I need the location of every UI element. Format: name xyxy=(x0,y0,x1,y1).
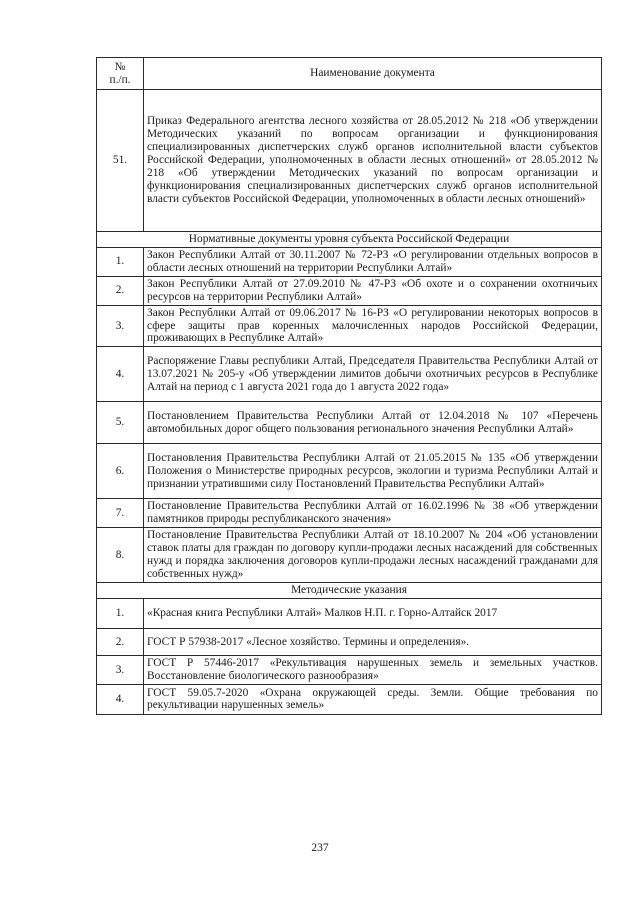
row-number: 51. xyxy=(97,90,144,232)
table-header-row xyxy=(97,58,602,90)
section-heading-row xyxy=(97,232,602,248)
document-name: Закон Республики Алтай от 09.06.2017 № 16-РЗ «О регулировании некоторых вопросов в сфере защиты прав коренных малочисленных народов Российской Федерации, проживающих в Республике Алтай» xyxy=(144,305,602,347)
row-number: 3. xyxy=(97,656,144,685)
row-number: 6. xyxy=(97,444,144,499)
section-heading-row xyxy=(97,583,602,599)
document-name: «Красная книга Республики Алтай» Малков Н.П. г. Горно-Алтайск 2017 xyxy=(144,599,602,629)
document-name: Постановления Правительства Республики Алтай от 21.05.2015 № 135 «Об утверждении Положения о Министерстве природных ресурсов, экологии и туризма Республики Алтай и признании утратившими силу Постановлений Правительства Республики Алтай» xyxy=(144,444,602,499)
section-heading: Нормативные документы уровня субъекта Российской Федерации xyxy=(97,232,602,248)
document-name: Постановление Правительства Республики Алтай от 18.10.2007 № 204 «Об установлении ставок платы для граждан по договору купли-продажи лесных насаждений для собственных нужд и порядка заключения договоров купли-продажи лесных насаждений гражданами для собственных нужд» xyxy=(144,528,602,583)
table-row xyxy=(97,444,602,499)
document-name: ГОСТ 59.05.7-2020 «Охрана окружающей среды. Земли. Общие требования по рекультивации нарушенных земель» xyxy=(144,684,602,714)
table-row xyxy=(97,684,602,714)
row-number: 2. xyxy=(97,276,144,305)
document-name: Закон Республики Алтай от 27.09.2010 № 47-РЗ «Об охоте и о сохранении охотничьих ресурсов на территории Республики Алтай» xyxy=(144,276,602,305)
document-name: Закон Республики Алтай от 30.11.2007 № 72-РЗ «О регулировании отдельных вопросов в области лесных отношений на территории Республики Алтай» xyxy=(144,248,602,277)
row-number: 4. xyxy=(97,347,144,402)
document-name: Постановление Правительства Республики Алтай от 16.02.1996 № 38 «Об утверждении памятников природы республиканского значения» xyxy=(144,499,602,528)
row-number: 3. xyxy=(97,305,144,347)
row-number: 1. xyxy=(97,248,144,277)
row-number: 2. xyxy=(97,629,144,656)
document-name: Приказ Федерального агентства лесного хозяйства от 28.05.2012 № 218 «Об утверждении Методических указаний по вопросам организации и функционирования специализированных диспетчерских служб органов исполнительной власти субъектов Российской Федерации, уполномоченных в области лесных отношений» от 28.05.2012 № 218 «Об утверждении Методических указаний по вопросам организации и функционирования специализированных диспетчерских служб органов исполнительной власти субъектов Российской Федерации, уполномоченных в области лесных отношений» xyxy=(144,90,602,232)
table-row xyxy=(97,402,602,444)
column-header-number-line1: № xyxy=(114,60,126,73)
column-header-document-name: Наименование документа xyxy=(144,58,602,90)
column-header-number xyxy=(97,58,144,90)
row-number: 7. xyxy=(97,499,144,528)
table-row xyxy=(97,347,602,402)
table-row xyxy=(97,629,602,656)
section-heading: Методические указания xyxy=(97,583,602,599)
table-row xyxy=(97,656,602,685)
table-row xyxy=(97,276,602,305)
table-row xyxy=(97,305,602,347)
table-row xyxy=(97,599,602,629)
document-name: ГОСТ Р 57446-2017 «Рекультивация нарушенных земель и земельных участков. Восстановление биологического разнообразия» xyxy=(144,656,602,685)
document-name: Постановлением Правительства Республики Алтай от 12.04.2018 № 107 «Перечень автомобильных дорог общего пользования регионального значения Республики Алтай» xyxy=(144,402,602,444)
row-number: 5. xyxy=(97,402,144,444)
document-name: ГОСТ Р 57938-2017 «Лесное хозяйство. Термины и определения». xyxy=(144,629,602,656)
column-header-number-line2: п./п. xyxy=(109,73,131,86)
table-row xyxy=(97,90,602,232)
table-body xyxy=(97,90,602,715)
table-row xyxy=(97,528,602,583)
table-row xyxy=(97,499,602,528)
row-number: 1. xyxy=(97,599,144,629)
page-number: 237 xyxy=(311,842,329,854)
table-row xyxy=(97,248,602,277)
documents-table xyxy=(96,57,602,715)
row-number: 8. xyxy=(97,528,144,583)
document-name: Распоряжение Главы республики Алтай, Председателя Правительства Республики Алтай от 13.07.2021 № 205-у «Об утверждении лимитов добычи охотничьих ресурсов в Республике Алтай на период с 1 августа 2021 года до 1 августа 2022 года» xyxy=(144,347,602,402)
row-number: 4. xyxy=(97,684,144,714)
